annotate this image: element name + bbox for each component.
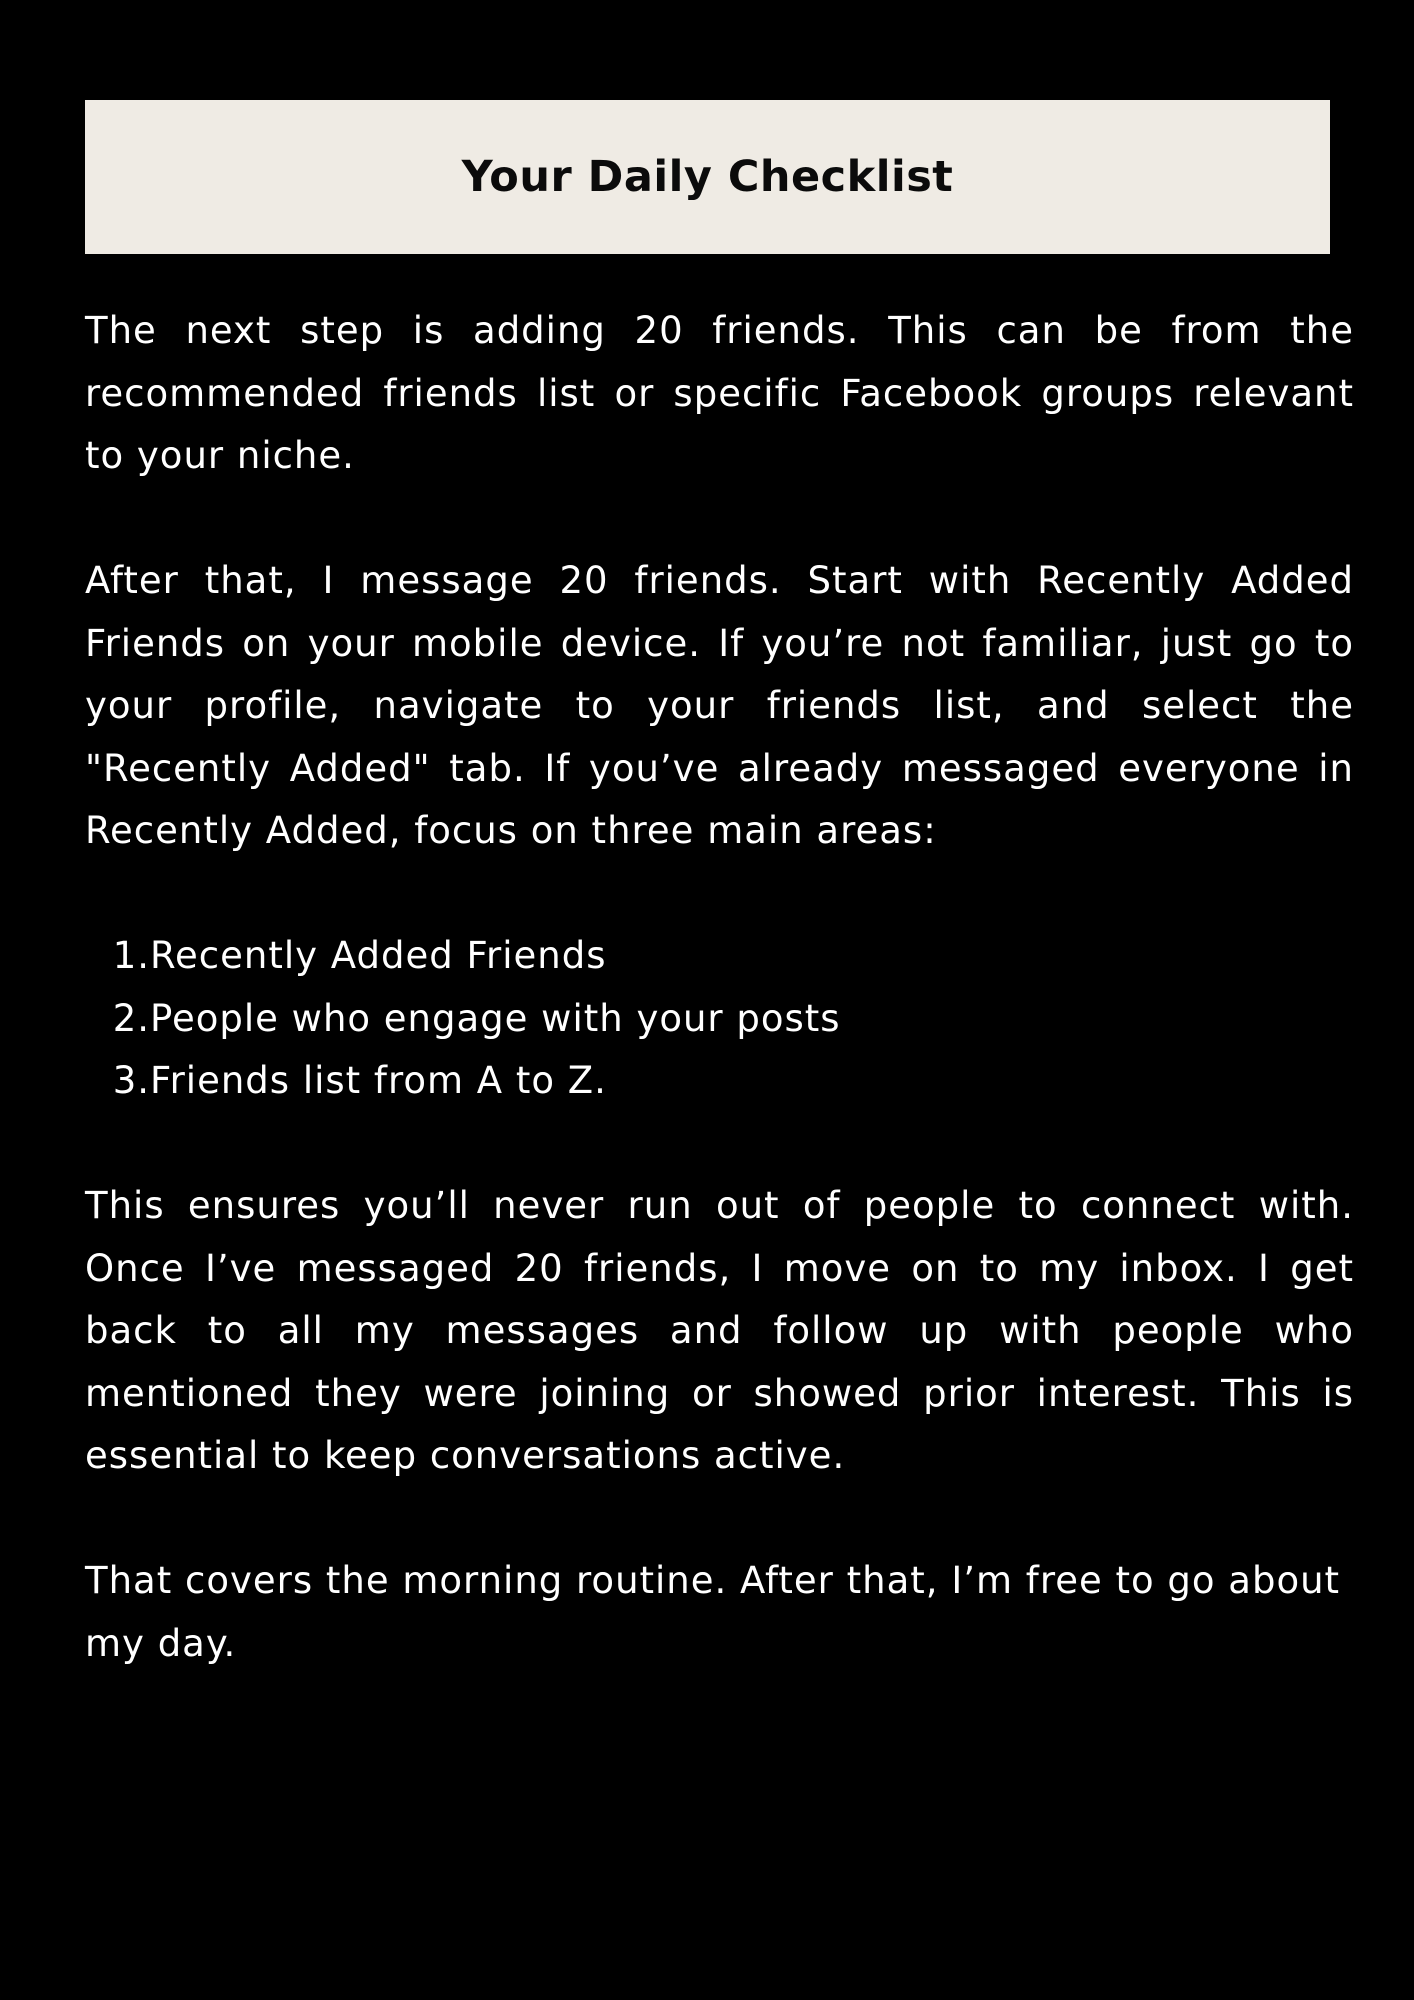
paragraph-inbox-followup: This ensures you’ll never run out of people to connect with. Once I’ve messaged 20 friends, I move on to my inbox. I get back to all my messages and follow up with people who mentioned they were joining or showed prior interest. This is essential to keep conversations active.: [85, 1184, 1354, 1477]
list-item-number: 3.: [112, 1059, 150, 1102]
list-item-text: People who engage with your posts: [150, 996, 841, 1040]
paragraph-spacer: [85, 1488, 1354, 1551]
paragraph-morning-routine: That covers the morning routine. After that, I’m free to go about my day.: [85, 1559, 1341, 1665]
paragraph-adding-friends: The next step is adding 20 friends. This can be from the recommended friends list or specific Facebook groups relevant to your niche.: [85, 309, 1354, 477]
list-item: [85, 925, 1354, 988]
focus-areas-list: [85, 925, 1354, 1113]
paragraph-spacer: [85, 863, 1354, 926]
list-item-number: 2.: [112, 996, 150, 1040]
paragraph-spacer: [85, 488, 1354, 551]
title-banner: [85, 100, 1330, 254]
list-item-text: Friends list from A to Z.: [150, 1059, 607, 1102]
paragraph-spacer: [85, 1113, 1354, 1176]
list-item: [85, 1050, 1354, 1113]
body-copy: [85, 300, 1354, 1675]
page-content: [85, 100, 1354, 1675]
paragraph-messaging-friends: After that, I message 20 friends. Start with Recently Added Friends on your mobile device. If you’re not familiar, just go to your profile, navigate to your friends list, and select the "Recently Added" tab. If you’ve already messaged everyone in Recently Added, focus on three main areas:: [85, 559, 1354, 852]
list-item-text: Recently Added Friends: [150, 934, 607, 977]
list-item-number: 1.: [112, 934, 150, 977]
page-title: Your Daily Checklist: [461, 152, 954, 202]
list-item: [85, 988, 1354, 1051]
